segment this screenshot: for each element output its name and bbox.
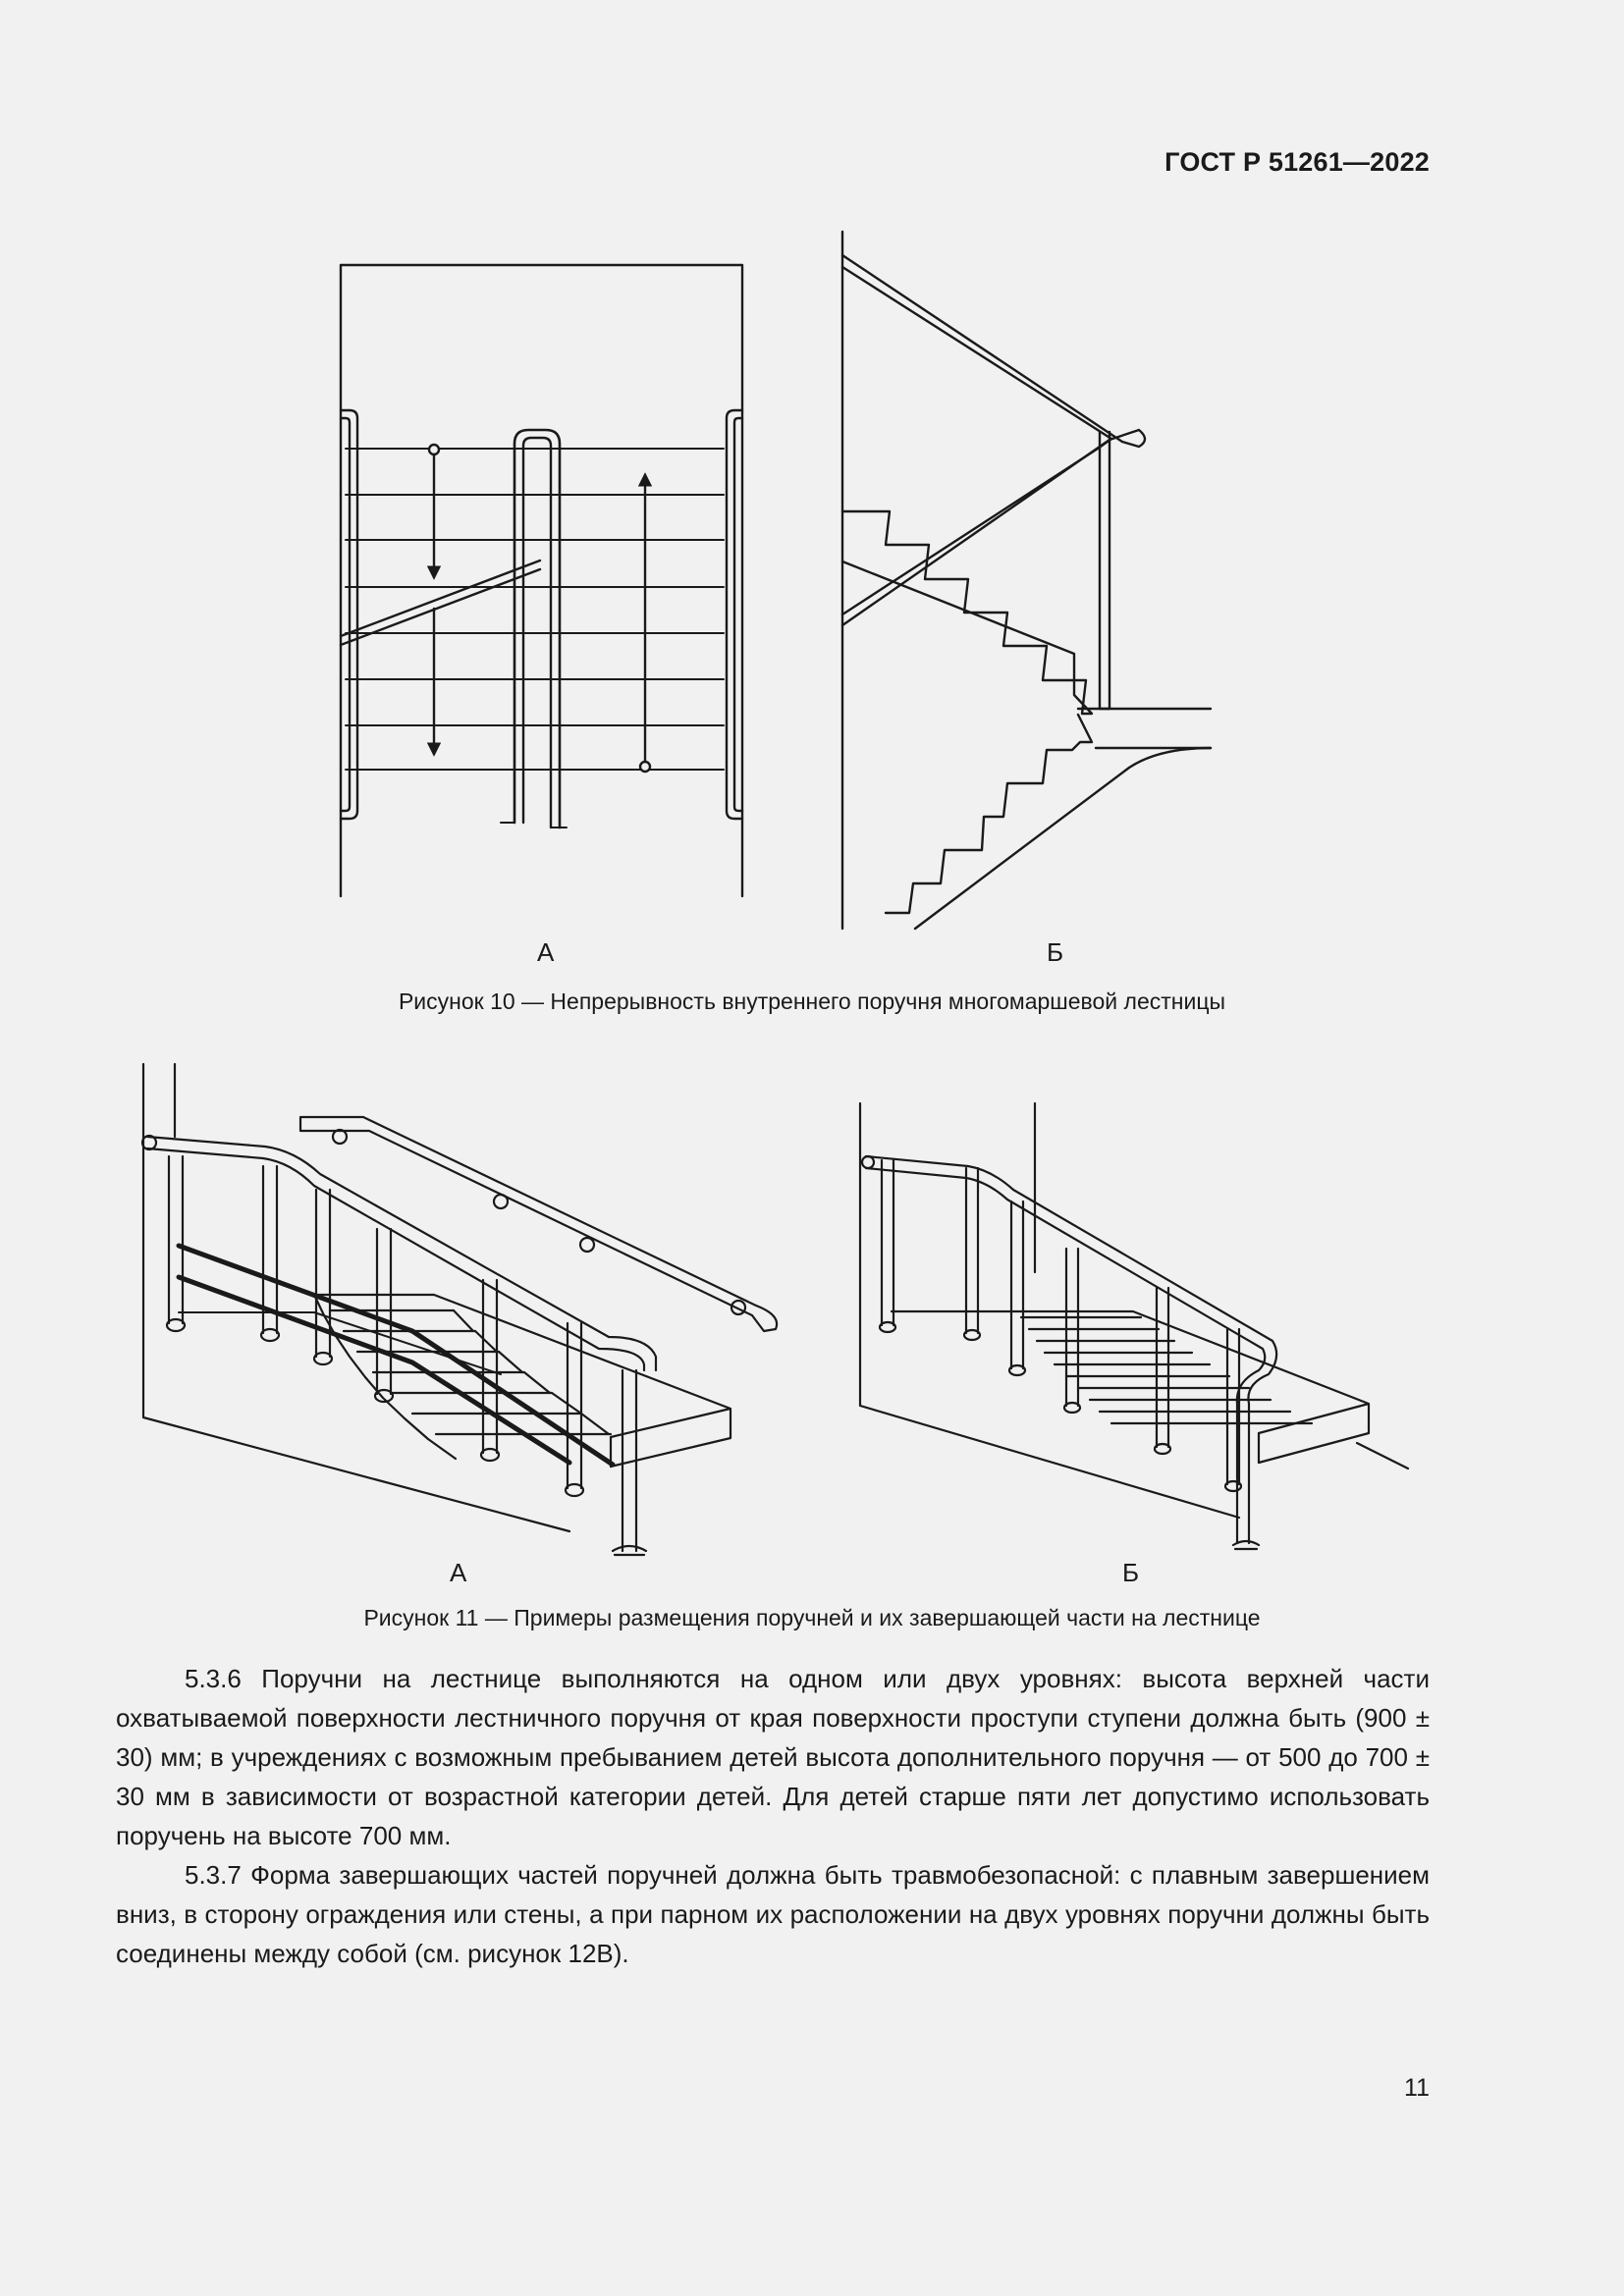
- figure-10-panel-a: [341, 265, 742, 896]
- figure-11-label-b: Б: [1122, 1558, 1140, 1587]
- document-header: ГОСТ Р 51261—2022: [1164, 147, 1430, 177]
- figure-10-label-b: Б: [1047, 937, 1064, 967]
- figure-10-label-a: А: [537, 937, 555, 967]
- figure-10-drawing: [0, 0, 1624, 982]
- body-text: [116, 1659, 1430, 1973]
- figure-11-label-a: А: [450, 1558, 467, 1587]
- figure-11-panel-a: [142, 1064, 777, 1555]
- paragraph-5-3-6: 5.3.6 Поручни на лестнице выполняются на одном или двух уровнях: высота верхней части охватываемой поверхности лестничного поручня от края поверхности проступи ступени должна быть (900 ± 30) мм; в учреждениях с возможным пребыванием детей высота дополнительного поручня — от 500 до 700 ± 30 мм в зависимости от возрастной категории детей. Для детей старше пяти лет допустимо использовать поручень на высоте 700 мм.: [116, 1664, 1430, 1850]
- figure-11-drawing: [0, 1041, 1624, 1590]
- page-number: 11: [1404, 2074, 1430, 2102]
- figure-10-panel-b: [842, 232, 1211, 929]
- figure-11-panel-b: [860, 1103, 1408, 1549]
- paragraph-5-3-7: 5.3.7 Форма завершающих частей поручней должна быть травмобезопасной: с плавным завершением вниз, в сторону ограждения или стены, а при парном их расположении на двух уровнях поручни должны быть соединены между собой (см. рисунок 12В).: [116, 1860, 1430, 1968]
- figure-10-caption: Рисунок 10 — Непрерывность внутреннего поручня многомаршевой лестницы: [398, 988, 1226, 1014]
- figure-11-caption: Рисунок 11 — Примеры размещения поручней и их завершающей части на лестнице: [363, 1605, 1261, 1630]
